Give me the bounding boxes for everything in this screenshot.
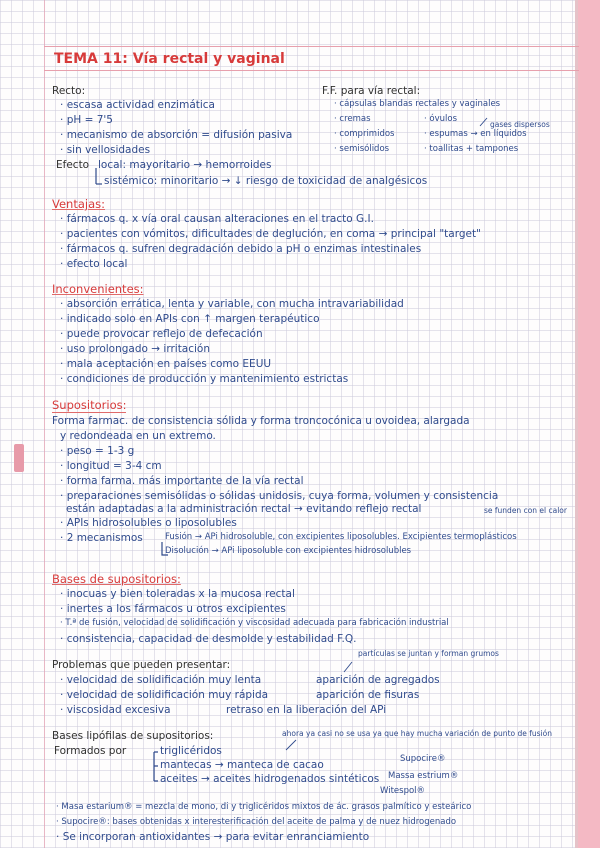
problem-effect: retraso en la liberación del APi bbox=[226, 704, 387, 716]
recto-heading: Recto: bbox=[52, 85, 86, 97]
ff-item: · óvulos bbox=[424, 114, 458, 124]
lipofilas-note: ahora ya casi no se usa ya que hay mucha variación de punto de fusión bbox=[282, 729, 552, 738]
problemas-heading: Problemas que pueden presentar: bbox=[52, 659, 231, 671]
problem-effect: aparición de fisuras bbox=[316, 689, 420, 701]
list-item: · uso prolongado → irritación bbox=[60, 343, 211, 355]
ff-item: · toallitas + tampones bbox=[424, 144, 519, 154]
bracket-stroke bbox=[154, 752, 158, 781]
list-item: · pacientes con vómitos, dificultades de deglución, en coma → principal "target" bbox=[60, 228, 481, 240]
list-item: · pH = 7'5 bbox=[60, 114, 113, 126]
efecto-label: Efecto bbox=[56, 159, 90, 171]
list-item: · velocidad de solidificación muy rápida bbox=[60, 689, 269, 701]
lipofilas-heading: Bases lipófilas de supositorios: bbox=[52, 730, 214, 742]
list-item: · sin vellosidades bbox=[60, 144, 151, 156]
list-item: · Supocire®: bases obtenidas x interesterificación del aceite de palma y de nuez hidrogenado bbox=[56, 817, 457, 827]
inconvenientes-heading: Inconvenientes: bbox=[52, 282, 144, 296]
list-item: · preparaciones semisólidas o sólidas unidosis, cuya forma, volumen y consistencia bbox=[60, 490, 499, 502]
ff-item: · cremas bbox=[334, 114, 371, 124]
list-item: · consistencia, capacidad de desmolde y estabilidad F.Q. bbox=[60, 633, 357, 645]
ff-item: · comprimidos bbox=[334, 129, 395, 139]
list-item: · 2 mecanismos bbox=[60, 532, 143, 544]
formados-label: Formados por bbox=[54, 745, 127, 757]
ff-item: · semisólidos bbox=[334, 144, 390, 154]
definition-line: y redondeada en un extremo. bbox=[60, 430, 216, 442]
list-item: · inertes a los fármacos u otros excipientes bbox=[60, 603, 286, 615]
list-item: · Masa estarium® = mezcla de mono, di y triglicéridos mixtos de ác. grasos palmítico y esteárico bbox=[56, 802, 472, 812]
list-item: · escasa actividad enzimática bbox=[60, 99, 215, 111]
ff-item: · espumas → en líquidos bbox=[424, 129, 527, 139]
brand-name: Supocire® bbox=[400, 754, 446, 764]
list-item: · fármacos q. x vía oral causan alteraciones en el tracto G.I. bbox=[60, 213, 374, 225]
efecto-local: local: mayoritario → hemorroides bbox=[98, 159, 272, 171]
problem-effect: aparición de agregados bbox=[316, 674, 440, 686]
branch-item: triglicéridos bbox=[160, 745, 222, 757]
list-item: · efecto local bbox=[60, 258, 128, 270]
branch-item: mantecas → manteca de cacao bbox=[160, 759, 324, 771]
list-item: · condiciones de producción y mantenimiento estrictas bbox=[60, 373, 349, 385]
list-item: · T.ª de fusión, velocidad de solidificación y viscosidad adecuada para fabricación industrial bbox=[60, 618, 449, 628]
fusion-note: se funden con el calor bbox=[484, 506, 567, 515]
efecto-sistemico: sistémico: minoritario → ↓ riesgo de toxicidad de analgésicos bbox=[104, 175, 428, 187]
list-item: · puede provocar reflejo de defecación bbox=[60, 328, 263, 340]
list-item: · fármacos q. sufren degradación debido a pH o enzimas intestinales bbox=[60, 243, 422, 255]
branch-item: aceites → aceites hidrogenados sintéticos bbox=[160, 773, 380, 785]
bases-heading: Bases de supositorios: bbox=[52, 572, 181, 586]
list-item: · peso = 1-3 g bbox=[60, 445, 135, 457]
ff-row: · cápsulas blandas rectales y vaginales bbox=[334, 99, 501, 109]
page-title: TEMA 11: Vía rectal y vaginal bbox=[54, 51, 285, 67]
list-item: · APIs hidrosolubles o liposolubles bbox=[60, 517, 237, 529]
list-item: · longitud = 3-4 cm bbox=[60, 460, 162, 472]
list-item: · velocidad de solidificación muy lenta bbox=[60, 674, 262, 686]
brand-name: Massa estrium® bbox=[388, 771, 459, 781]
list-item: · absorción errática, lenta y variable, con mucha intravariabilidad bbox=[60, 298, 404, 310]
arrow-stroke bbox=[286, 740, 296, 750]
fusion-line: Fusión → APi hidrosoluble, con excipientes liposolubles. Excipientes termoplásticos bbox=[165, 532, 517, 542]
arrow-stroke bbox=[480, 118, 487, 126]
list-item-continued: están adaptadas a la administración rectal → evitando reflejo rectal bbox=[66, 503, 422, 515]
list-item: · viscosidad excesiva bbox=[60, 704, 171, 716]
list-item: · forma farma. más importante de la vía rectal bbox=[60, 475, 304, 487]
bracket-stroke bbox=[162, 542, 168, 555]
list-item: · mecanismo de absorción = difusión pasiva bbox=[60, 129, 293, 141]
ventajas-heading: Ventajas: bbox=[52, 197, 106, 211]
supositorios-heading: Supositorios: bbox=[52, 398, 127, 412]
list-item: · mala aceptación en países como EEUU bbox=[60, 358, 272, 370]
definition-line: Forma farmac. de consistencia sólida y forma troncocónica u ovoidea, alargada bbox=[52, 415, 470, 427]
gas-note: gases dispersos bbox=[490, 120, 550, 129]
list-item: · indicado solo en APIs con ↑ margen terapéutico bbox=[60, 313, 320, 325]
list-item: · inocuas y bien toleradas x la mucosa rectal bbox=[60, 588, 295, 600]
ff-heading: F.F. para vía rectal: bbox=[322, 85, 421, 97]
problemas-note: partículas se juntan y forman grumos bbox=[358, 649, 499, 658]
disolucion-line: Disolución → APi liposoluble con excipientes hidrosolubles bbox=[165, 546, 412, 556]
arrow-stroke bbox=[344, 662, 352, 672]
list-item: · Se incorporan antioxidantes → para evitar enranciamiento bbox=[56, 831, 370, 843]
brand-name: Witespol® bbox=[380, 786, 426, 796]
